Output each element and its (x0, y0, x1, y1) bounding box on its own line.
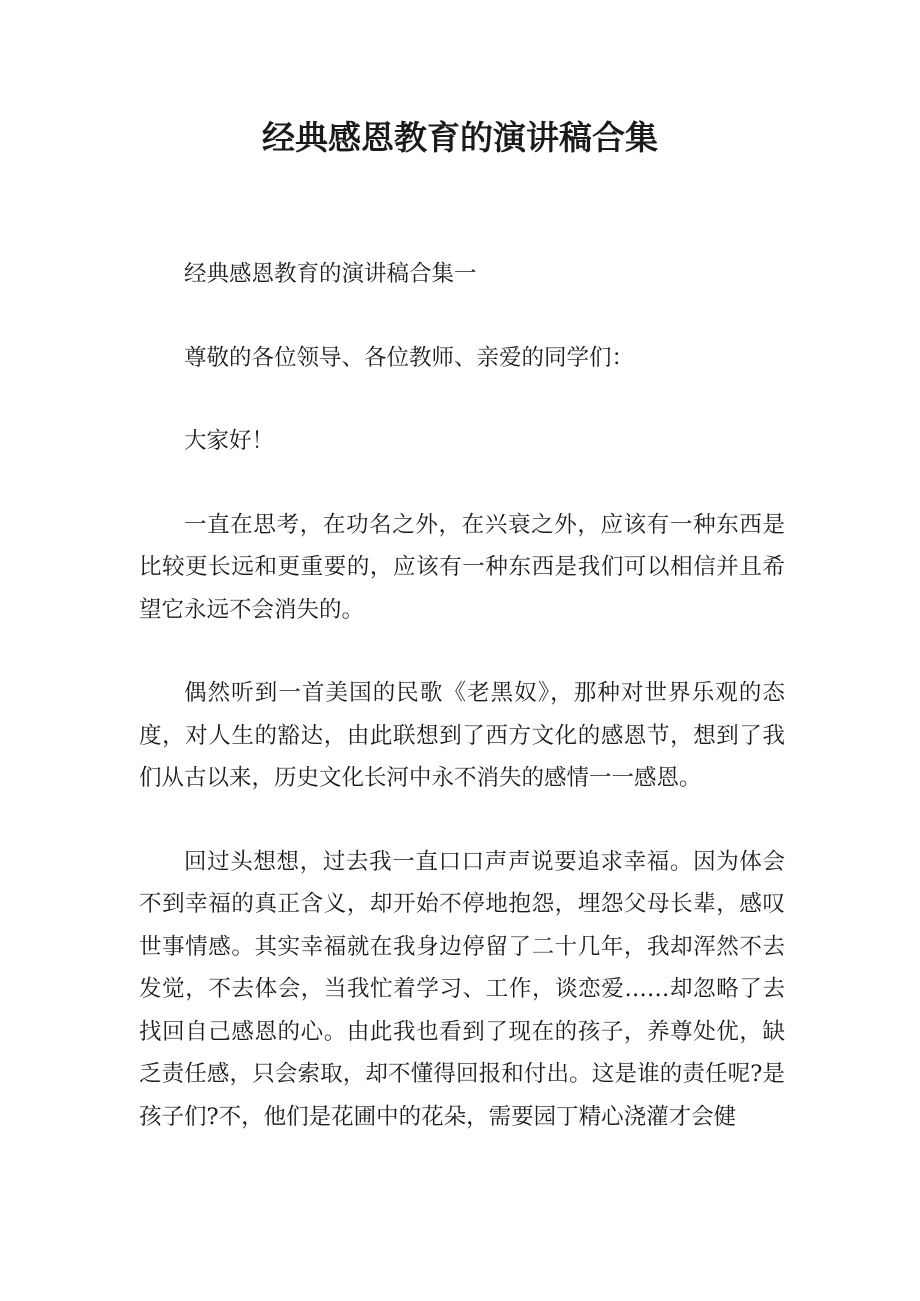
document-title: 经典感恩教育的演讲稿合集 (262, 118, 658, 157)
document-body (139, 253, 785, 1179)
paragraph: 一直在思考，在功名之外，在兴衰之外，应该有一种东西是比较更长远和更重要的，应该有一种东西是我们可以相信并且希望它永远不会消失的。 (139, 511, 785, 623)
section-heading: 经典感恩教育的演讲稿合集一 (184, 261, 477, 287)
greeting: 大家好！ (184, 428, 275, 454)
salutation: 尊敬的各位领导、各位教师、亲爱的同学们： (184, 344, 635, 371)
paragraph: 偶然听到一首美国的民歌《老黑奴》，那种对世界乐观的态度，对人生的豁达，由此联想到了西方文化的感恩节，想到了我们从古以来，历史文化长河中永不消失的感情一一感恩。 (139, 680, 785, 791)
paragraph: 回过头想想，过去我一直口口声声说要追求幸福。因为体会不到幸福的真正含义，却开始不停地抱怨，埋怨父母长辈，感叹世事情感。其实幸福就在我身边停留了二十几年，我却浑然不去发觉，不去体会，当我忙着学习、工作，谈恋爱……却忽略了去找回自己感恩的心。由此我也看到了现在的孩子，养尊处优，缺乏责任感，只会索取，却不懂得回报和付出。这是谁的责任呢?是孩子们?不，他们是花圃中的花朵，需要园丁精心浇灌才会健 (139, 848, 785, 1130)
